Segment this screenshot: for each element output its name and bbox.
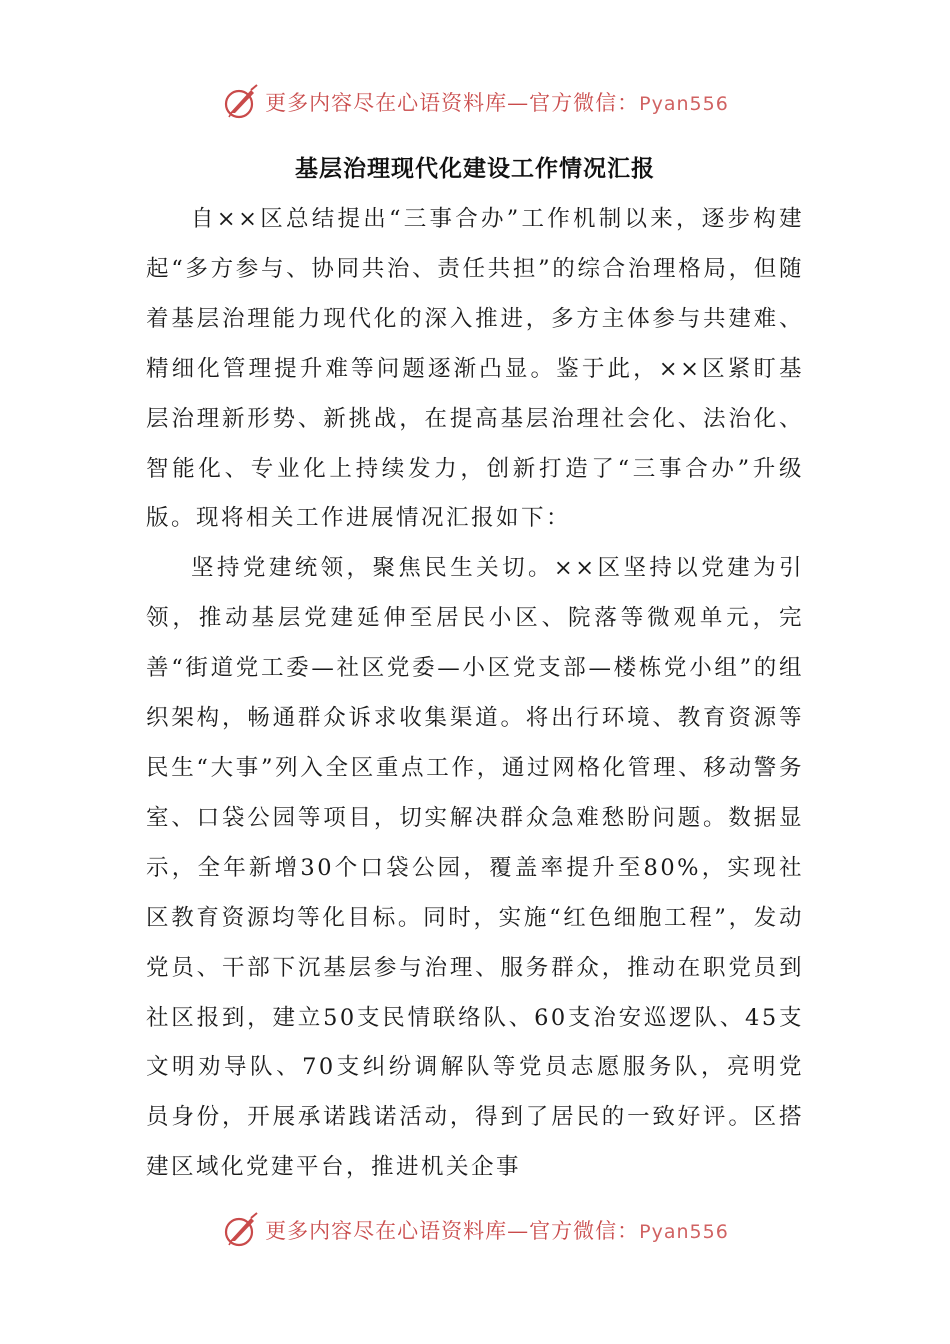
watermark-main: 更多内容尽在心语资料库 bbox=[265, 1219, 508, 1243]
watermark-banner-bottom bbox=[0, 1208, 950, 1252]
watermark-banner-top bbox=[0, 80, 950, 124]
watermark-text bbox=[265, 87, 729, 117]
document-title: 基层治理现代化建设工作情况汇报 bbox=[295, 155, 655, 182]
watermark-suffix: 官方微信： bbox=[529, 91, 640, 115]
watermark-main: 更多内容尽在心语资料库 bbox=[265, 91, 508, 115]
watermark-id: Pyan556 bbox=[639, 1221, 729, 1243]
paragraph-party-building: 坚持党建统领，聚焦民生关切。××区坚持以党建为引领，推动基层党建延伸至居民小区、院落等微观单元，完善“街道党工委—社区党委—小区党支部—楼栋党小组”的组织架构，畅通群众诉求收集渠道。将出行环境、教育资源等民生“大事”列入全区重点工作，通过网格化管理、移动警务室、口袋公园等项目，切实解决群众急难愁盼问题。数据显示，全年新增30个口袋公园，覆盖率提升至80%，实现社区教育资源均等化目标。同时，实施“红色细胞工程”，发动党员、干部下沉基层参与治理、服务群众，推动在职党员到社区报到，建立50支民情联络队、60支治安巡逻队、45支文明劝导队、70支纠纷调解队等党员志愿服务队，亮明党员身份，开展承诺践诺活动，得到了居民的一致好评。区搭建区域化党建平台，推进机关企事 bbox=[146, 555, 804, 1181]
document-body bbox=[146, 195, 804, 1193]
quill-pen-circle-icon bbox=[221, 82, 261, 122]
watermark-text bbox=[265, 1215, 729, 1245]
watermark-dash: — bbox=[507, 1219, 530, 1243]
quill-pen-circle-icon bbox=[221, 1210, 261, 1250]
watermark-dash: — bbox=[507, 91, 530, 115]
watermark-suffix: 官方微信： bbox=[529, 1219, 640, 1243]
paragraph-intro: 自××区总结提出“三事合办”工作机制以来，逐步构建起“多方参与、协同共治、责任共担”的综合治理格局，但随着基层治理能力现代化的深入推进，多方主体参与共建难、精细化管理提升难等问题逐渐凸显。鉴于此，××区紧盯基层治理新形势、新挑战，在提高基层治理社会化、法治化、智能化、专业化上持续发力，创新打造了“三事合办”升级版。现将相关工作进展情况汇报如下： bbox=[146, 206, 804, 532]
watermark-id: Pyan556 bbox=[639, 93, 729, 115]
